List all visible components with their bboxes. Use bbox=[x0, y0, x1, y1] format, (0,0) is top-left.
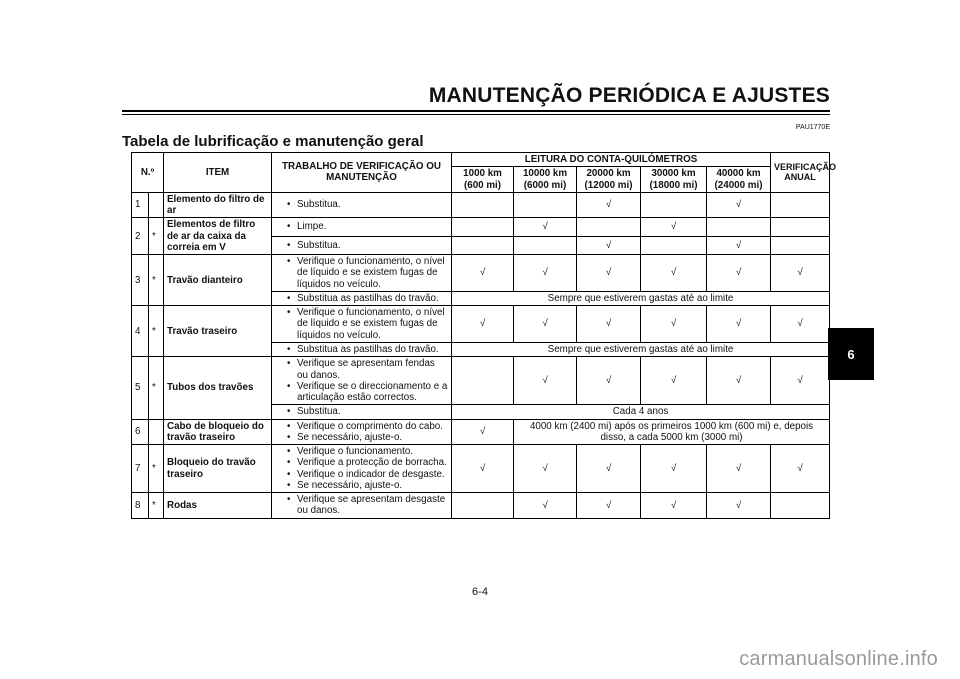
row-star: * bbox=[149, 445, 164, 493]
row-star: * bbox=[149, 493, 164, 519]
row-item: Elementos de filtro de ar da caixa da correia em V bbox=[164, 218, 272, 255]
task-item: • Verifique a protecção de borracha. bbox=[287, 457, 448, 468]
table-row bbox=[132, 192, 830, 218]
task-item: • Substitua as pastilhas do travão. bbox=[287, 344, 448, 355]
table-row bbox=[132, 493, 830, 519]
watermark: carmanualsonline.info bbox=[739, 648, 938, 670]
task-list bbox=[275, 406, 448, 417]
check-mark bbox=[452, 192, 514, 218]
header-rule-thin bbox=[122, 114, 830, 115]
check-mark: √ bbox=[641, 218, 707, 236]
check-mark bbox=[641, 236, 707, 254]
row-star: * bbox=[149, 306, 164, 357]
task-list bbox=[275, 494, 448, 517]
check-mark bbox=[514, 192, 577, 218]
check-mark: √ bbox=[771, 445, 830, 493]
row-item: Travão traseiro bbox=[164, 306, 272, 357]
row-item: Travão dianteiro bbox=[164, 255, 272, 306]
task-list bbox=[275, 344, 448, 355]
interval-note: Cada 4 anos bbox=[452, 405, 830, 419]
check-mark: √ bbox=[707, 255, 771, 292]
interval-note: 4000 km (2400 mi) após os primeiros 1000 km (600 mi) e, depois disso, a cada 5000 km (3000 mi) bbox=[514, 419, 830, 445]
row-star: * bbox=[149, 218, 164, 255]
table-row bbox=[132, 419, 830, 445]
row-number: 3 bbox=[132, 255, 149, 306]
check-mark: √ bbox=[452, 255, 514, 292]
check-mark: √ bbox=[577, 192, 641, 218]
check-mark: √ bbox=[577, 236, 641, 254]
check-mark bbox=[452, 218, 514, 236]
task-item: • Verifique se apresentam fendas ou danos. bbox=[287, 358, 448, 381]
check-mark: √ bbox=[577, 493, 641, 519]
check-mark: √ bbox=[771, 255, 830, 292]
check-mark: √ bbox=[641, 493, 707, 519]
check-mark: √ bbox=[577, 255, 641, 292]
task-list bbox=[275, 199, 448, 210]
check-mark: √ bbox=[707, 357, 771, 405]
task-list bbox=[275, 221, 448, 232]
row-number: 8 bbox=[132, 493, 149, 519]
row-task bbox=[272, 419, 452, 445]
header-rule bbox=[122, 110, 830, 112]
check-mark: √ bbox=[452, 445, 514, 493]
row-task bbox=[272, 236, 452, 254]
header-row bbox=[132, 153, 830, 167]
check-mark: √ bbox=[707, 445, 771, 493]
check-mark: √ bbox=[452, 306, 514, 343]
interval-note: Sempre que estiverem gastas até ao limite bbox=[452, 291, 830, 305]
table-row bbox=[132, 357, 830, 405]
check-mark: √ bbox=[577, 357, 641, 405]
row-item: Cabo de bloqueio do travão traseiro bbox=[164, 419, 272, 445]
task-item: • Substitua as pastilhas do travão. bbox=[287, 293, 448, 304]
header-km: 10000 km (6000 mi) bbox=[514, 167, 577, 193]
row-number: 6 bbox=[132, 419, 149, 445]
task-list bbox=[275, 256, 448, 290]
task-item: • Verifique o funcionamento, o nível de líquido e se existem fugas de líquidos no veículo. bbox=[287, 256, 448, 290]
task-item: • Substitua. bbox=[287, 199, 448, 210]
check-mark: √ bbox=[707, 493, 771, 519]
check-mark bbox=[577, 218, 641, 236]
check-mark bbox=[514, 236, 577, 254]
interval-note: Sempre que estiverem gastas até ao limite bbox=[452, 342, 830, 356]
task-item: • Se necessário, ajuste-o. bbox=[287, 432, 448, 443]
row-star: * bbox=[149, 357, 164, 419]
header-km: 1000 km (600 mi) bbox=[452, 167, 514, 193]
task-item: • Substitua. bbox=[287, 406, 448, 417]
header-item: ITEM bbox=[164, 153, 272, 193]
chapter-tab: 6 bbox=[828, 328, 874, 380]
check-mark: √ bbox=[452, 419, 514, 445]
row-task bbox=[272, 192, 452, 218]
page-title: MANUTENÇÃO PERIÓDICA E AJUSTES bbox=[428, 84, 830, 107]
check-mark bbox=[771, 236, 830, 254]
header-km: 20000 km (12000 mi) bbox=[577, 167, 641, 193]
row-task bbox=[272, 493, 452, 519]
check-mark bbox=[452, 357, 514, 405]
task-item: • Substitua. bbox=[287, 240, 448, 251]
check-mark: √ bbox=[514, 306, 577, 343]
check-mark: √ bbox=[641, 357, 707, 405]
check-mark: √ bbox=[514, 357, 577, 405]
check-mark bbox=[452, 236, 514, 254]
table-row bbox=[132, 306, 830, 343]
row-task bbox=[272, 291, 452, 305]
check-mark: √ bbox=[577, 445, 641, 493]
task-item: • Verifique se apresentam desgaste ou danos. bbox=[287, 494, 448, 517]
row-task bbox=[272, 218, 452, 236]
row-star bbox=[149, 419, 164, 445]
check-mark: √ bbox=[514, 218, 577, 236]
task-list bbox=[275, 358, 448, 403]
check-mark bbox=[452, 493, 514, 519]
header-no: N.º bbox=[132, 153, 164, 193]
row-item: Bloqueio do travão traseiro bbox=[164, 445, 272, 493]
task-item: • Limpe. bbox=[287, 221, 448, 232]
row-star: * bbox=[149, 255, 164, 306]
document-code: PAU1770E bbox=[795, 124, 830, 131]
check-mark bbox=[771, 493, 830, 519]
maintenance-table bbox=[131, 152, 837, 519]
check-mark: √ bbox=[771, 357, 830, 405]
row-number: 1 bbox=[132, 192, 149, 218]
task-item: • Verifique se o direccionamento e a articulação estão correctos. bbox=[287, 381, 448, 404]
check-mark: √ bbox=[641, 306, 707, 343]
row-number: 7 bbox=[132, 445, 149, 493]
row-star bbox=[149, 192, 164, 218]
row-task bbox=[272, 342, 452, 356]
row-task bbox=[272, 405, 452, 419]
table-row bbox=[132, 218, 830, 236]
task-list bbox=[275, 446, 448, 491]
task-item: • Se necessário, ajuste-o. bbox=[287, 480, 448, 491]
check-mark bbox=[771, 218, 830, 236]
row-task bbox=[272, 306, 452, 343]
task-item: • Verifique o indicador de desgaste. bbox=[287, 469, 448, 480]
task-list bbox=[275, 240, 448, 251]
header-km: 30000 km (18000 mi) bbox=[641, 167, 707, 193]
task-item: • Verifique o funcionamento. bbox=[287, 446, 448, 457]
row-task bbox=[272, 357, 452, 405]
task-list bbox=[275, 293, 448, 304]
table-row bbox=[132, 255, 830, 292]
header-odometer: LEITURA DO CONTA-QUILÓMETROS bbox=[452, 153, 771, 167]
header-km: 40000 km (24000 mi) bbox=[707, 167, 771, 193]
row-task bbox=[272, 445, 452, 493]
check-mark bbox=[707, 218, 771, 236]
check-mark bbox=[641, 192, 707, 218]
check-mark: √ bbox=[707, 192, 771, 218]
check-mark: √ bbox=[514, 445, 577, 493]
task-item: • Verifique o funcionamento, o nível de líquido e se existem fugas de líquidos no veículo. bbox=[287, 307, 448, 341]
row-number: 5 bbox=[132, 357, 149, 419]
header-task: TRABALHO DE VERIFICAÇÃO OU MANUTENÇÃO bbox=[272, 153, 452, 193]
task-list bbox=[275, 307, 448, 341]
row-item: Elemento do filtro de ar bbox=[164, 192, 272, 218]
check-mark: √ bbox=[771, 306, 830, 343]
section-title: Tabela de lubrificação e manutenção geral bbox=[122, 133, 424, 150]
check-mark: √ bbox=[514, 255, 577, 292]
row-number: 4 bbox=[132, 306, 149, 357]
row-item: Rodas bbox=[164, 493, 272, 519]
table-row bbox=[132, 445, 830, 493]
page-number: 6-4 bbox=[472, 586, 488, 598]
check-mark: √ bbox=[641, 445, 707, 493]
check-mark: √ bbox=[577, 306, 641, 343]
check-mark: √ bbox=[707, 306, 771, 343]
task-item: • Verifique o comprimento do cabo. bbox=[287, 421, 448, 432]
check-mark bbox=[771, 192, 830, 218]
row-task bbox=[272, 255, 452, 292]
row-item: Tubos dos travões bbox=[164, 357, 272, 419]
row-number: 2 bbox=[132, 218, 149, 255]
check-mark: √ bbox=[514, 493, 577, 519]
header-annual: VERIFICAÇÃO ANUAL bbox=[771, 153, 830, 193]
table-body bbox=[132, 192, 830, 518]
check-mark: √ bbox=[641, 255, 707, 292]
task-list bbox=[275, 421, 448, 444]
check-mark: √ bbox=[707, 236, 771, 254]
